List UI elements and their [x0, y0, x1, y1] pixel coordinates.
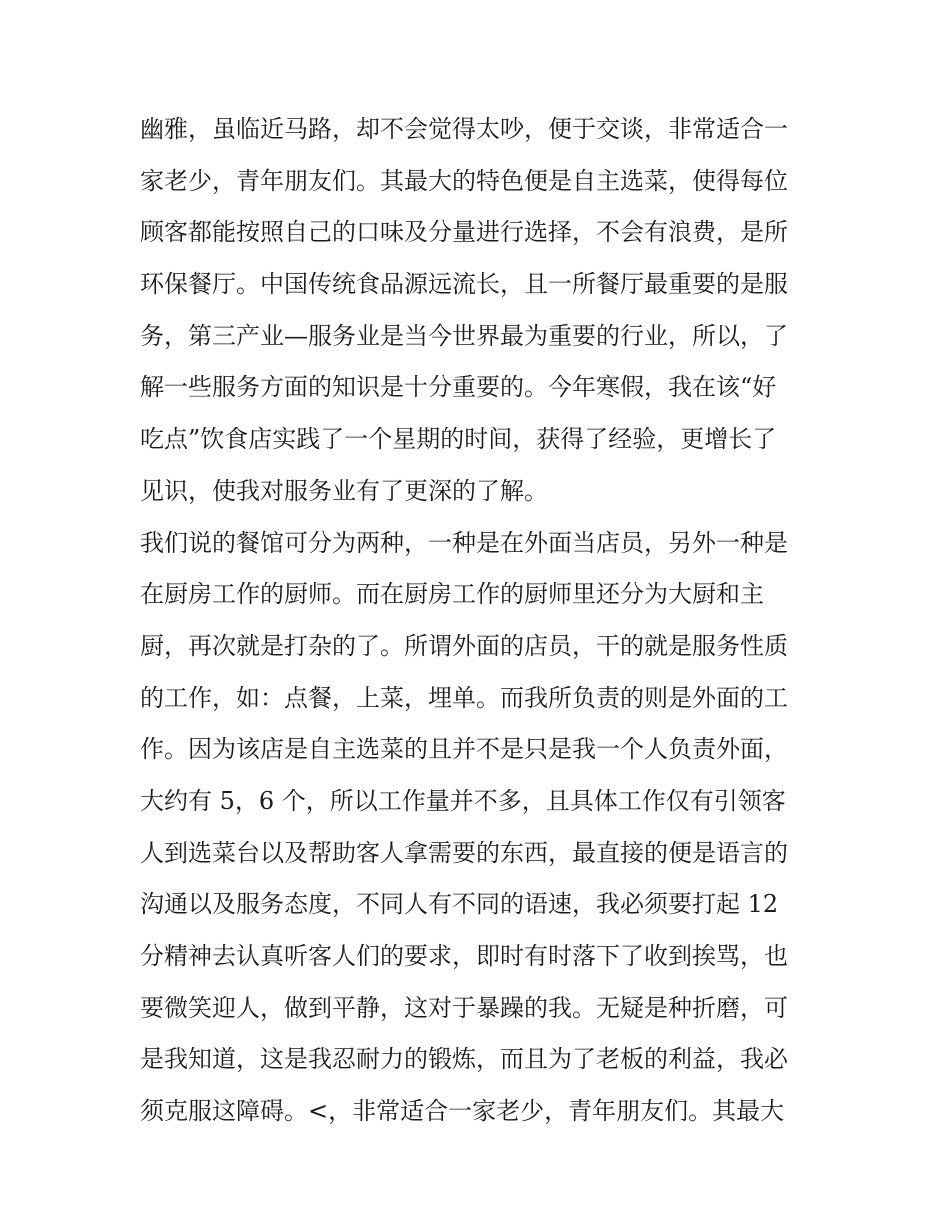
text-line: 吃点”饮食店实践了一个星期的时间，获得了经验，更增长了 — [140, 425, 777, 454]
text-line: 环保餐厅。中国传统食品源远流长，且一所餐厅最重要的是服 — [140, 270, 788, 299]
text-line: 的工作，如：点餐，上菜，埋单。而我所负责的则是外面的工 — [140, 683, 788, 712]
text-line: 幽雅，虽临近马路，却不会觉得太吵，便于交谈，非常适合一 — [140, 115, 788, 143]
text-line: 要微笑迎人，做到平静，这对于暴躁的我。无疑是种折磨，可 — [140, 993, 788, 1022]
text-line: 大约有 5，6 个，所以工作量并不多，且具体工作仅有引领客 — [140, 786, 786, 815]
text-line: 分精神去认真听客人们的要求，即时有时落下了收到挨骂，也 — [140, 942, 788, 970]
document-page — [140, 104, 820, 1138]
text-line: 人到选菜台以及帮助客人拿需要的东西，最直接的便是语言的 — [140, 838, 788, 867]
text-line: 解一些服务方面的知识是十分重要的。今年寒假，我在该“好 — [140, 373, 777, 402]
text-line: 家老少，青年朋友们。其最大的特色便是自主选菜，使得每位 — [140, 166, 788, 195]
text-line: 须克服这障碍。<，非常适合一家老少，青年朋友们。其最大 — [140, 1097, 785, 1126]
text-line: 顾客都能按照自己的口味及分量进行选择，不会有浪费，是所 — [140, 218, 788, 247]
text-line: 是我知道，这是我忍耐力的锻炼，而且为了老板的利益，我必 — [140, 1045, 788, 1074]
text-line: 我们说的餐馆可分为两种，一种是在外面当店员，另外一种是 — [140, 528, 788, 557]
text-line: 务，第三产业—服务业是当今世界最为重要的行业，所以，了 — [140, 321, 788, 350]
text-line: 在厨房工作的厨师。而在厨房工作的厨师里还分为大厨和主 — [140, 580, 764, 609]
text-line: 见识，使我对服务业有了更深的了解。 — [140, 476, 548, 505]
text-line: 厨，再次就是打杂的了。所谓外面的店员，干的就是服务性质 — [140, 631, 788, 660]
text-line: 沟通以及服务态度，不同人有不同的语速，我必须要打起 12 — [140, 890, 779, 919]
text-line: 作。因为该店是自主选菜的且并不是只是我一个人负责外面， — [140, 735, 788, 764]
